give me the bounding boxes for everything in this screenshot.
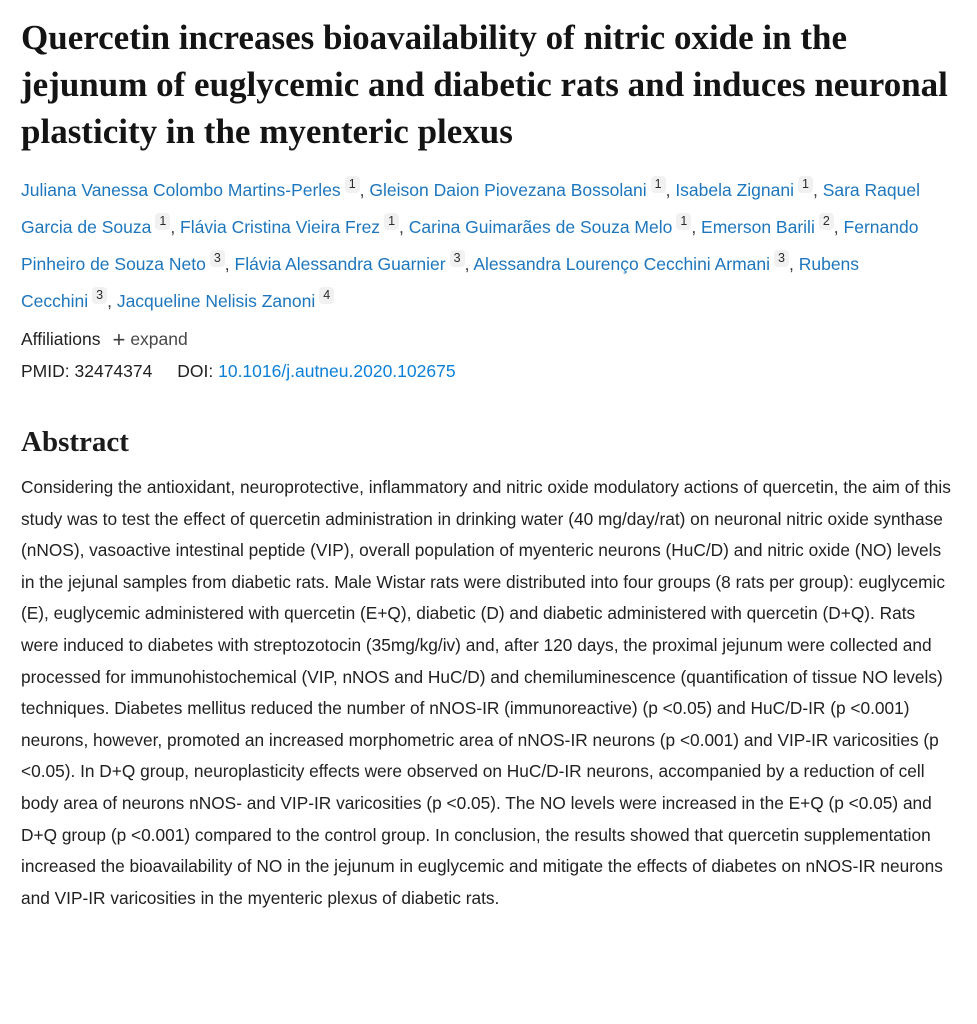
affiliation-superscript: 3 [774, 250, 789, 267]
affiliation-superscript: 2 [819, 213, 834, 230]
affiliation-superscript: 1 [676, 213, 691, 230]
affiliation-superscript: 1 [345, 176, 360, 193]
author-separator: , [170, 217, 181, 237]
author-separator: , [691, 217, 702, 237]
affiliation-superscript: 3 [450, 250, 465, 267]
affiliation-superscript: 3 [210, 250, 225, 267]
plus-icon: + [112, 326, 126, 352]
affiliations-row [21, 326, 955, 352]
affiliations-label: Affiliations [21, 329, 101, 349]
author-separator: , [788, 254, 799, 274]
expand-label: expand [130, 329, 188, 349]
author-link[interactable]: Juliana Vanessa Colombo Martins-Perles [21, 180, 341, 200]
author-separator: , [665, 180, 676, 200]
author-separator: , [224, 254, 235, 274]
author-link[interactable]: Alessandra Lourenço Cecchini Armani [473, 254, 771, 274]
pmid-label: PMID: [21, 361, 70, 381]
author-link[interactable]: Flávia Cristina Vieira Frez [180, 217, 381, 237]
abstract-heading: Abstract [21, 426, 129, 458]
author-separator: , [107, 291, 117, 311]
author-list [21, 172, 926, 320]
affiliation-superscript: 1 [798, 176, 813, 193]
author-separator: , [812, 180, 823, 200]
affiliation-superscript: 4 [319, 287, 334, 304]
affiliation-superscript: 1 [651, 176, 666, 193]
author-separator: , [399, 217, 409, 237]
author-link[interactable]: Jacqueline Nelisis Zanoni [116, 291, 316, 311]
expand-affiliations-button[interactable] [112, 326, 188, 352]
doi-link[interactable]: 10.1016/j.autneu.2020.102675 [218, 361, 456, 381]
author-separator: , [359, 180, 370, 200]
pmid-value: 32474374 [74, 361, 153, 381]
author-link[interactable]: Isabela Zignani [675, 180, 795, 200]
identifiers-row [21, 361, 955, 382]
author-link[interactable]: Emerson Barili [701, 217, 815, 237]
doi-label: DOI: [177, 361, 214, 381]
article-title: Quercetin increases bioavailability of nitric oxide in the jejunum of euglycemic and diabetic rats and induces neuronal plasticity in the myenteric plexus [21, 18, 948, 151]
author-link[interactable]: Gleison Daion Piovezana Bossolani [369, 180, 647, 200]
abstract-text: Considering the antioxidant, neuroprotective, inflammatory and nitric oxide modulatory actions of quercetin, the aim of this study was to test the effect of quercetin administration in drinking water (40 mg/day/rat) on neuronal nitric oxide synthase (nNOS), vasoactive intestinal peptide (VIP), overall population of myenteric neurons (HuC/D) and nitric oxide (NO) levels in the jejunal samples from diabetic rats. Male Wistar rats were distributed into four groups (8 rats per group): euglycemic (E), euglycemic administered with quercetin (E+Q), diabetic (D) and diabetic administered with quercetin (D+Q). Rats were induced to diabetes with streptozotocin (35mg/kg/iv) and, after 120 days, the proximal jejunum were collected and processed for immunohistochemical (VIP, nNOS and HuC/D) and chemiluminescence (quantification of tissue NO levels) techniques. Diabetes mellitus reduced the number of nNOS-IR (immunoreactive) (p <0.05) and HuC/D-IR (p <0.001) neurons, however, promoted an increased morphometric area of nNOS-IR neurons (p <0.001) and VIP-IR varicosities (p <0.05). In D+Q group, neuroplasticity effects were observed on HuC/D-IR neurons, accompanied by a reduction of cell body area of neurons nNOS- and VIP-IR varicosities (p <0.05). The NO levels were increased in the E+Q (p <0.05) and D+Q group (p <0.001) compared to the control group. In conclusion, the results showed that quercetin supplementation increased the bioavailability of NO in the jejunum in euglycemic and mitigate the effects of diabetes on nNOS-IR neurons and VIP-IR varicosities in the myenteric plexus of diabetic rats. [21, 477, 951, 908]
author-separator: , [464, 254, 474, 274]
author-separator: , [833, 217, 844, 237]
affiliation-superscript: 1 [384, 213, 399, 230]
author-link[interactable]: Flávia Alessandra Guarnier [234, 254, 446, 274]
author-link[interactable]: Rubens Cecchini [21, 254, 860, 311]
author-link[interactable]: Carina Guimarães de Souza Melo [408, 217, 673, 237]
affiliation-superscript: 3 [92, 287, 107, 304]
affiliation-superscript: 1 [155, 213, 170, 230]
author-link[interactable]: Fernando Pinheiro de Souza Neto [21, 217, 919, 274]
author-link[interactable]: Sara Raquel Garcia de Souza [21, 180, 920, 237]
